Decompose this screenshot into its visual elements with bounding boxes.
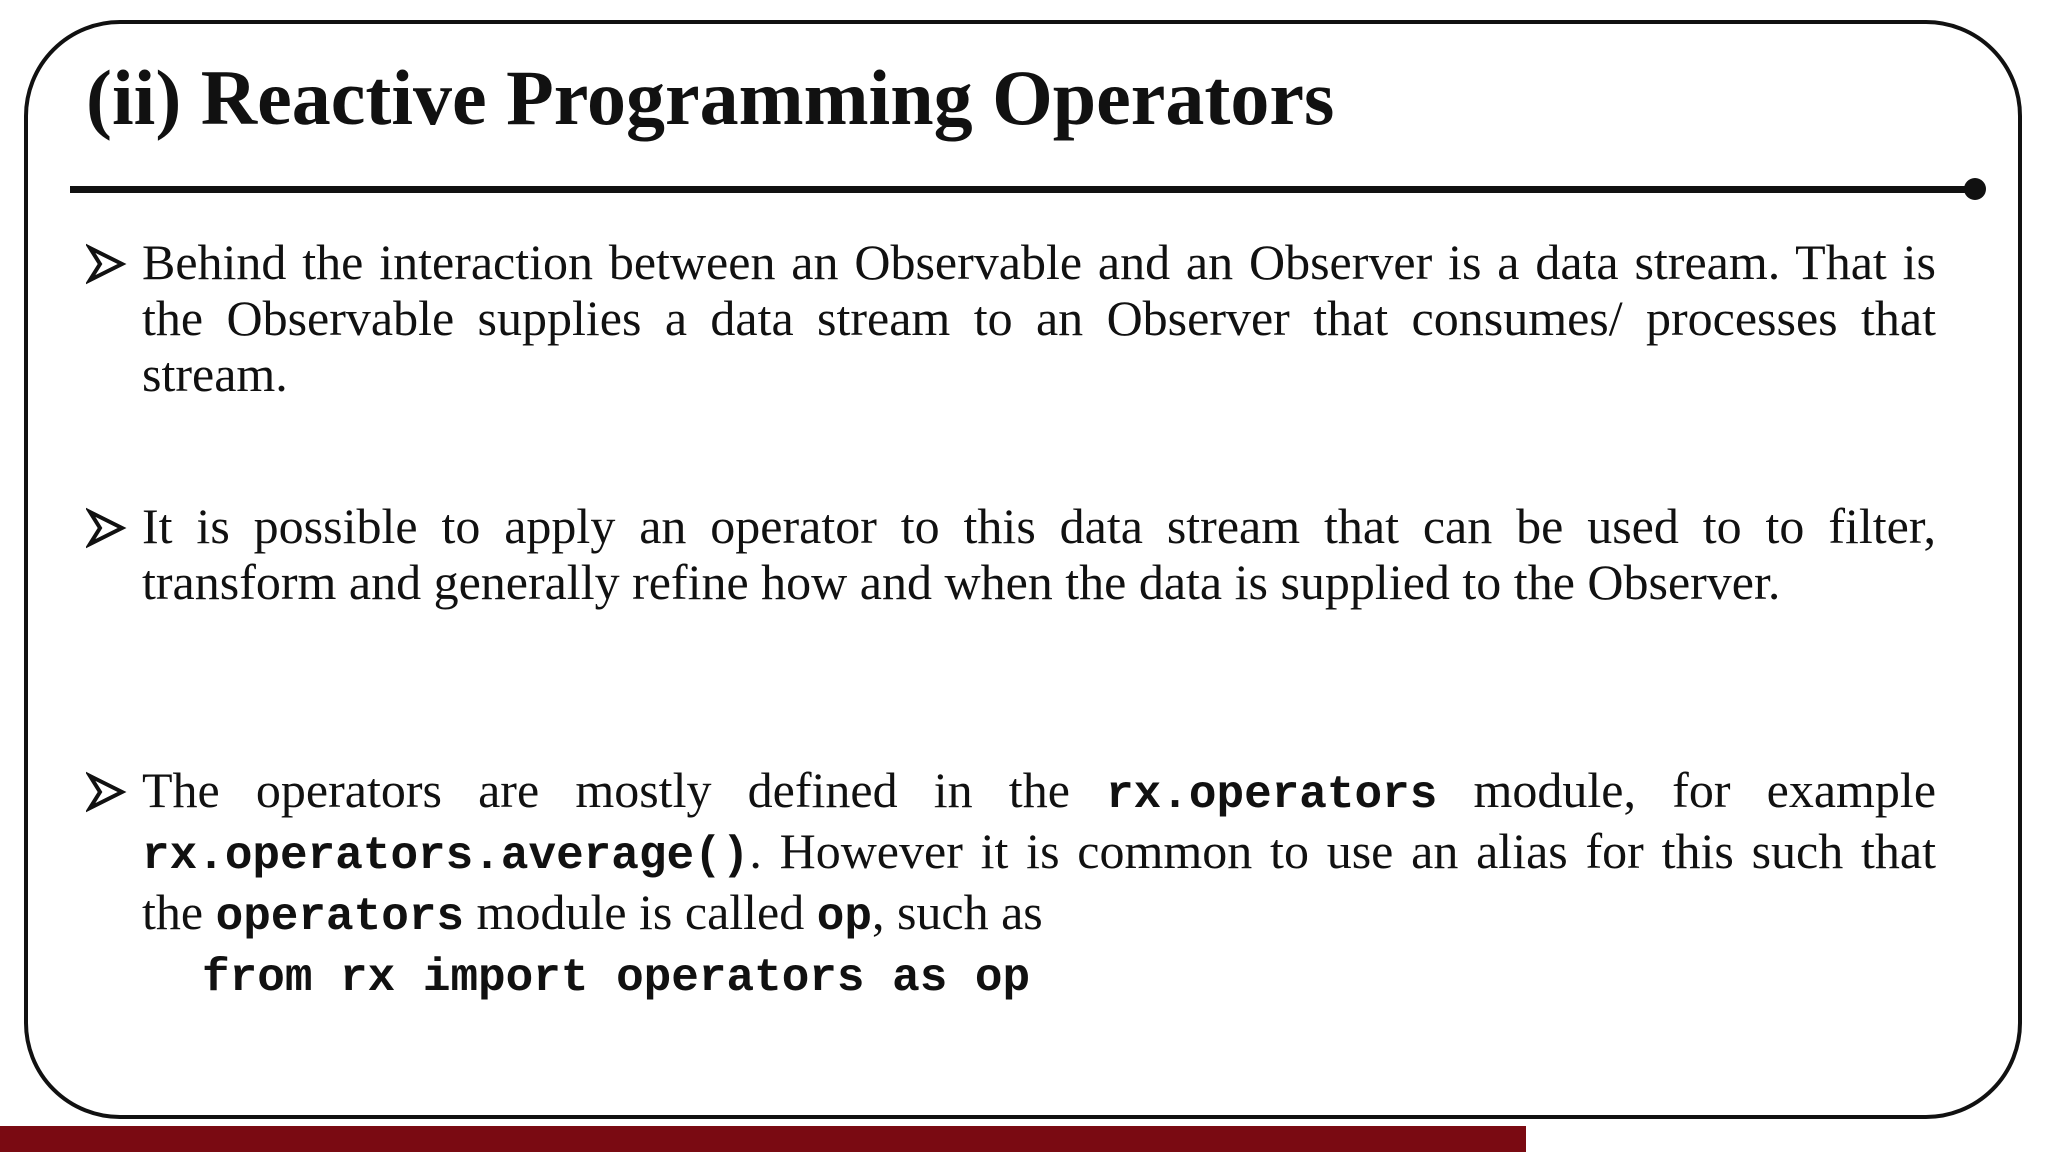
code-operators: operators <box>215 891 465 943</box>
code-op: op <box>816 891 872 943</box>
bullet-text-1: Behind the interaction between an Observable and an Observer is a data stream. That is the Observable supplies a data stream to an Observer that consumes/ processes that stream. <box>142 234 1936 402</box>
footer-accent-bar <box>0 1126 1526 1152</box>
slide-title: (ii) Reactive Programming Operators <box>86 54 1335 141</box>
bullet-text-3-part-3: . However it is common to use an alias for this such that the <box>142 823 1936 940</box>
bullet-text-2: It is possible to apply an operator to this data stream that can be used to to filter, transform and generally refine how and when the data is supplied to the Observer. <box>142 498 1936 610</box>
arrowhead-bullet-icon <box>86 502 130 550</box>
bullet-text-3-part-4: module is called <box>464 884 817 940</box>
title-divider <box>70 186 1972 193</box>
bullet-text-3-part-1: The operators are mostly defined in the <box>142 762 1107 818</box>
divider-end-dot <box>1964 178 1986 200</box>
arrowhead-bullet-icon <box>86 238 130 286</box>
code-rx-operators-average: rx.operators.average() <box>142 830 750 882</box>
arrowhead-bullet-icon <box>86 766 130 814</box>
bullet-text-3-part-5: , such as <box>871 884 1043 940</box>
code-rx-operators: rx.operators <box>1106 769 1438 821</box>
bullet-text-3-part-2: module, for example <box>1437 762 1937 818</box>
bullet-text-3 <box>142 762 1936 945</box>
code-example-line: from rx import operators as op <box>202 952 1031 1004</box>
